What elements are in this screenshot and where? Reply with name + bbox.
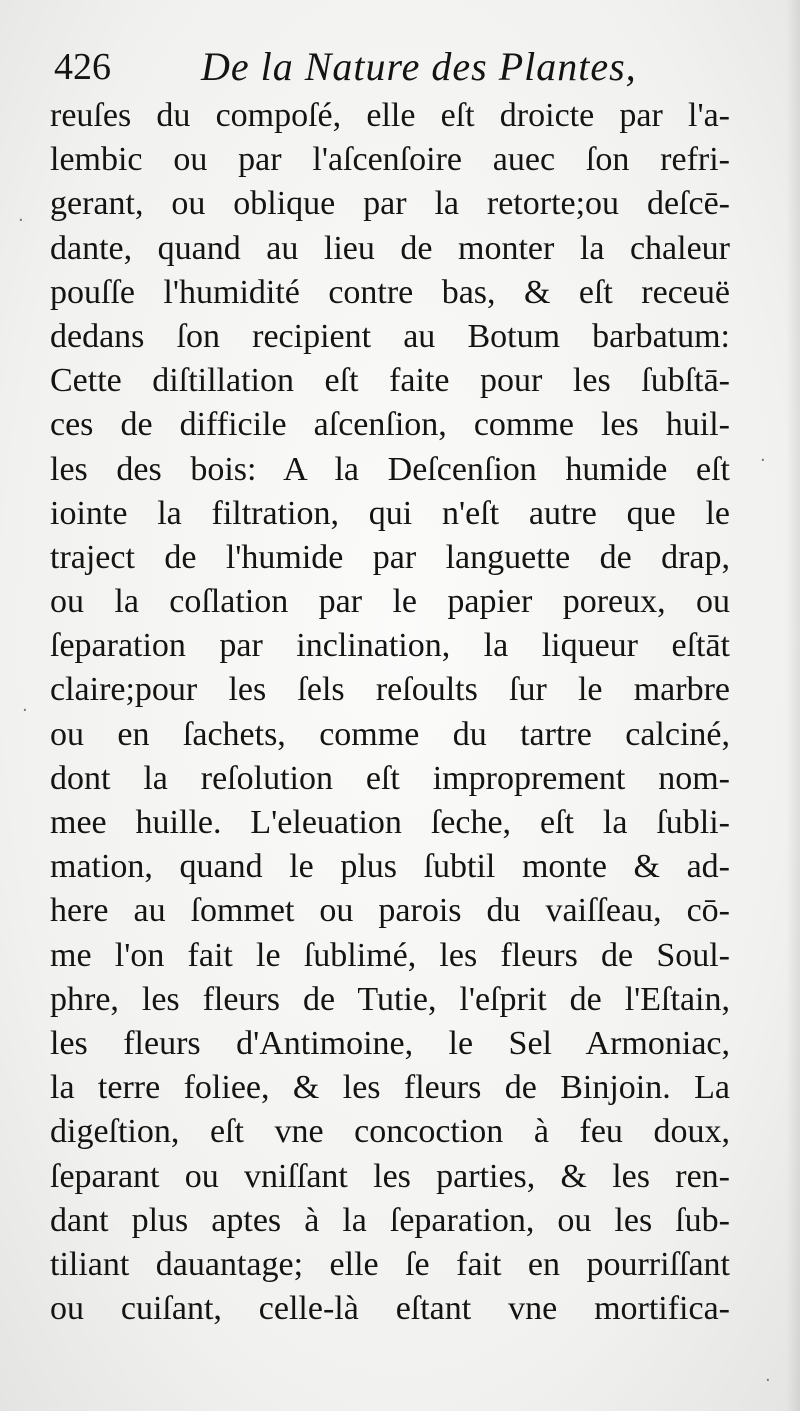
page-edge-shadow <box>786 0 800 1411</box>
text-line: traject de l'humide par languette de drap, <box>50 538 730 576</box>
text-line: ou en ſachets, comme du tartre calciné, <box>50 715 730 753</box>
page-header <box>54 38 754 96</box>
text-line: mation, quand le plus ſubtil monte & ad- <box>50 848 730 886</box>
text-line: dante, quand au lieu de monter la chaleur <box>50 229 730 267</box>
text-line: mee huille. L'eleuation ſeche, eſt la ſubli- <box>50 804 730 841</box>
running-title: De la Nature des Plantes, <box>201 44 637 89</box>
text-line: ſeparant ou vniſſant les parties, & les ren- <box>50 1157 730 1195</box>
text-line: les des bois: A la Deſcenſion humide eſt <box>50 450 730 488</box>
text-line: pouſſe l'humidité contre bas, & eſt receuë <box>50 273 730 311</box>
show-through-mark: · <box>18 210 24 231</box>
text-line: la terre foliee, & les fleurs de Binjoin. La <box>50 1069 730 1107</box>
text-line: Cette diſtillation eſt faite pour les ſubſtā- <box>50 362 730 400</box>
text-line: lembic ou par l'aſcenſoire auec ſon refri- <box>50 141 730 179</box>
text-line: me l'on fait le ſublimé, les fleurs de Soul- <box>50 936 730 974</box>
text-line: reuſes du compoſé, elle eſt droicte par l'a- <box>50 97 730 134</box>
text-line: digeſtion, eſt vne concoction à feu doux, <box>50 1113 730 1151</box>
show-through-mark: · <box>760 450 766 471</box>
text-line: ſeparation par inclination, la liqueur eſtāt <box>50 627 730 665</box>
text-line: gerant, ou oblique par la retorte;ou deſcē- <box>50 185 730 223</box>
text-line: iointe la filtration, qui n'eſt autre que le <box>50 494 730 532</box>
text-line: tiliant dauantage; elle ſe fait en pourriſſant <box>50 1245 730 1283</box>
text-line: ces de difficile aſcenſion, comme les huil- <box>50 406 730 444</box>
text-line: dont la reſolution eſt improprement nom- <box>50 759 730 797</box>
text-line: phre, les fleurs de Tutie, l'eſprit de l'Eſtain, <box>50 980 730 1018</box>
show-through-mark: · <box>765 1370 771 1391</box>
text-line: claire;pour les ſels reſoults ſur le marbre <box>50 671 730 709</box>
text-line: ou la coſlation par le papier poreux, ou <box>50 583 730 621</box>
text-line: dant plus aptes à la ſeparation, ou les ſub- <box>50 1201 730 1239</box>
show-through-mark: · <box>22 700 28 721</box>
body-text <box>50 94 730 1331</box>
text-line: les fleurs d'Antimoine, le Sel Armoniac, <box>50 1024 730 1062</box>
page-number: 426 <box>54 46 111 88</box>
text-line: dedans ſon recipient au Botum barbatum: <box>50 317 730 355</box>
text-line: here au ſommet ou parois du vaiſſeau, cō- <box>50 892 730 930</box>
text-line: ou cuiſant, celle-là eſtant vne mortifica- <box>50 1290 730 1328</box>
